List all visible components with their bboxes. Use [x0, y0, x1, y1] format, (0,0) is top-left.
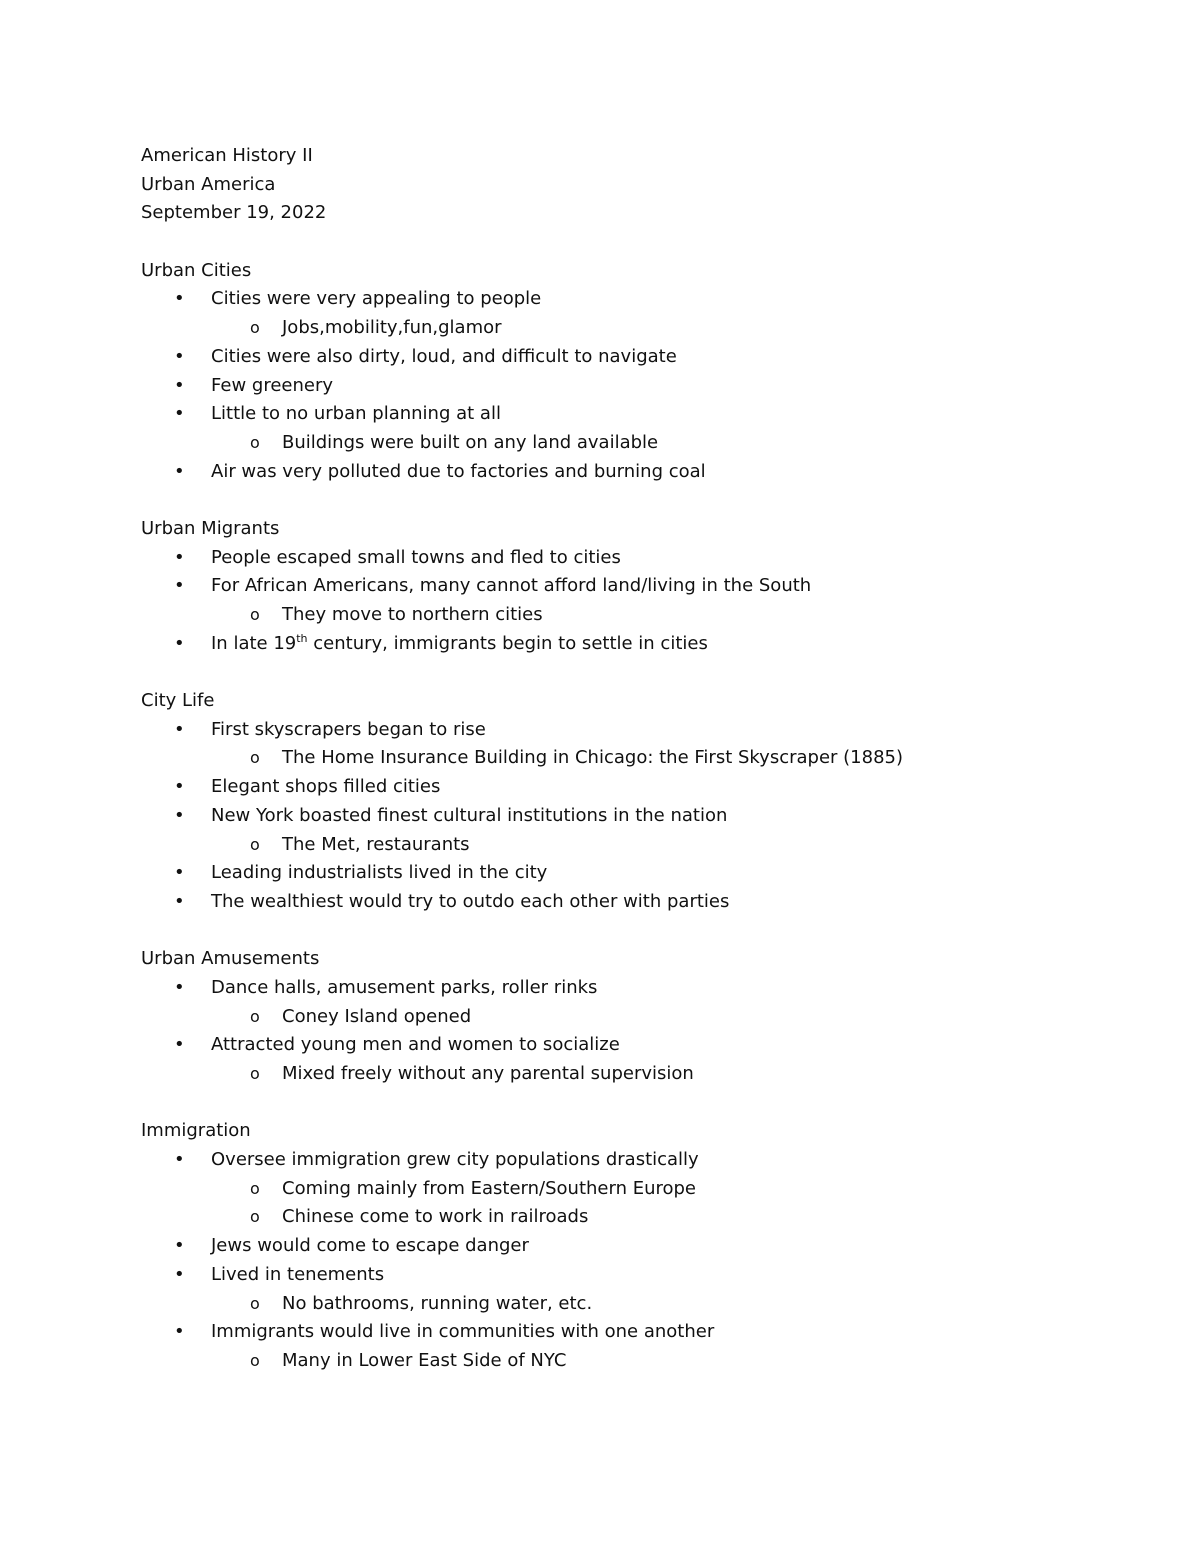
list-item-text: Air was very polluted due to factories and burning coal	[211, 460, 706, 482]
bullet-icon: •	[174, 1034, 185, 1056]
list-item	[141, 773, 1101, 802]
bullet-icon: •	[174, 976, 185, 998]
sub-list-item	[141, 744, 1101, 773]
bullet-icon: •	[174, 1149, 185, 1171]
sub-list-item	[141, 1003, 1101, 1032]
sub-list-item-text: No bathrooms, running water, etc.	[282, 1292, 593, 1314]
sub-list-item	[141, 1347, 1101, 1376]
list-item	[141, 1318, 1101, 1347]
sub-list-item-text: The Home Insurance Building in Chicago: the First Skyscraper (1885)	[282, 747, 904, 769]
spacer	[141, 228, 1101, 257]
spacer	[141, 1089, 1101, 1118]
list-item-text: Jews would come to escape danger	[211, 1235, 529, 1257]
bullet-icon: •	[174, 288, 185, 310]
list-item	[141, 285, 1101, 314]
bullet-icon: •	[174, 1235, 185, 1257]
list-item	[141, 1031, 1101, 1060]
sub-list-item	[141, 601, 1101, 630]
list-item	[141, 458, 1101, 487]
sub-list-item	[141, 831, 1101, 860]
list-item-text: People escaped small towns and fled to cities	[211, 546, 621, 568]
list-item-text: Few greenery	[211, 374, 334, 396]
sub-list-item	[141, 314, 1101, 343]
sub-list-item-text: They move to northern cities	[282, 604, 543, 625]
sub-bullet-icon: o	[250, 1207, 260, 1227]
section-heading: Urban Migrants	[141, 517, 280, 539]
list-item	[141, 572, 1101, 601]
bullet-icon: •	[174, 460, 185, 482]
bullet-icon: •	[174, 804, 185, 826]
sub-list-item	[141, 1203, 1101, 1232]
list-item	[141, 888, 1101, 917]
section-heading: Urban Amusements	[141, 948, 320, 970]
bullet-icon: •	[174, 575, 185, 597]
bullet-icon: •	[174, 890, 185, 912]
sub-bullet-icon: o	[250, 605, 260, 624]
sub-bullet-icon: o	[250, 318, 260, 338]
list-item-text: Attracted young men and women to socialize	[211, 1034, 620, 1056]
sub-list-item-text: Many in Lower East Side of NYC	[282, 1349, 567, 1371]
bullet-icon: •	[174, 862, 185, 884]
sub-list-item-text: Chinese come to work in railroads	[282, 1206, 589, 1228]
sub-list-item	[141, 429, 1101, 458]
spacer	[141, 917, 1101, 946]
spacer	[141, 658, 1101, 687]
list-item-text: Lived in tenements	[211, 1263, 385, 1285]
list-item-text: Cities were very appealing to people	[211, 288, 542, 310]
list-item	[141, 1261, 1101, 1290]
sub-bullet-icon: o	[250, 432, 260, 452]
list-item-text: For African Americans, many cannot afford land/living in the South	[211, 575, 812, 597]
sub-bullet-icon: o	[250, 1064, 260, 1083]
sub-list-item-text: Coney Island opened	[282, 1005, 472, 1027]
list-item-text: First skyscrapers began to rise	[211, 718, 486, 740]
lecture-date: September 19, 2022	[141, 202, 327, 224]
list-item-text: Cities were also dirty, loud, and difficult to navigate	[211, 345, 677, 367]
list-item	[141, 974, 1101, 1003]
bullet-icon: •	[174, 403, 185, 425]
sub-bullet-icon: o	[250, 834, 260, 854]
sub-list-item	[141, 1060, 1101, 1089]
bullet-icon: •	[174, 374, 185, 396]
list-item-text: New York boasted finest cultural institutions in the nation	[211, 804, 728, 826]
list-item	[141, 1232, 1101, 1261]
sub-list-item-text: Coming mainly from Eastern/Southern Europe	[282, 1177, 696, 1199]
list-item-text: Little to no urban planning at all	[211, 403, 501, 425]
course-title: American History II	[141, 145, 313, 166]
superscript: th	[296, 631, 308, 645]
lecture-topic: Urban America	[141, 173, 276, 195]
list-item-text: Leading industrialists lived in the city	[211, 862, 548, 884]
list-item	[141, 343, 1101, 372]
sub-bullet-icon: o	[250, 1350, 260, 1370]
section-heading: City Life	[141, 690, 215, 712]
bullet-icon: •	[174, 1263, 185, 1285]
section-heading: Immigration	[141, 1120, 251, 1142]
section-heading: Urban Cities	[141, 259, 252, 281]
list-item	[141, 716, 1101, 745]
sub-list-item	[141, 1175, 1101, 1204]
bullet-icon: •	[174, 776, 185, 798]
list-item	[141, 1146, 1101, 1175]
sub-list-item-text: Mixed freely without any parental supervision	[282, 1063, 694, 1084]
list-item-text: Immigrants would live in communities with one another	[211, 1321, 715, 1343]
list-item	[141, 400, 1101, 429]
text-after: century, immigrants begin to settle in cities	[307, 632, 708, 654]
sub-bullet-icon: o	[250, 1178, 260, 1198]
list-item-text	[211, 633, 708, 654]
sub-list-item-text: The Met, restaurants	[282, 833, 470, 855]
bullet-icon: •	[174, 718, 185, 740]
sub-bullet-icon: o	[250, 1293, 260, 1313]
list-item-text: Elegant shops filled cities	[211, 776, 441, 798]
bullet-icon: •	[174, 546, 185, 568]
sub-list-item-text: Jobs,mobility,fun,glamor	[282, 317, 502, 339]
list-item-text: Dance halls, amusement parks, roller rinks	[211, 976, 598, 998]
list-item	[141, 630, 1101, 659]
sub-list-item-text: Buildings were built on any land available	[282, 431, 659, 453]
list-item	[141, 544, 1101, 573]
list-item	[141, 802, 1101, 831]
sub-bullet-icon: o	[250, 748, 260, 768]
list-item	[141, 372, 1101, 401]
document-page	[141, 142, 1101, 1376]
text-before: In late 19	[211, 632, 297, 654]
sub-list-item	[141, 1290, 1101, 1319]
sub-bullet-icon: o	[250, 1006, 260, 1026]
bullet-icon: •	[174, 1321, 185, 1343]
list-item-text: Oversee immigration grew city populations drastically	[211, 1149, 699, 1171]
bullet-icon: •	[174, 632, 185, 654]
bullet-icon: •	[174, 345, 185, 367]
list-item-text: The wealthiest would try to outdo each other with parties	[211, 890, 730, 912]
notes-body	[141, 257, 1101, 1376]
list-item	[141, 859, 1101, 888]
spacer	[141, 486, 1101, 515]
